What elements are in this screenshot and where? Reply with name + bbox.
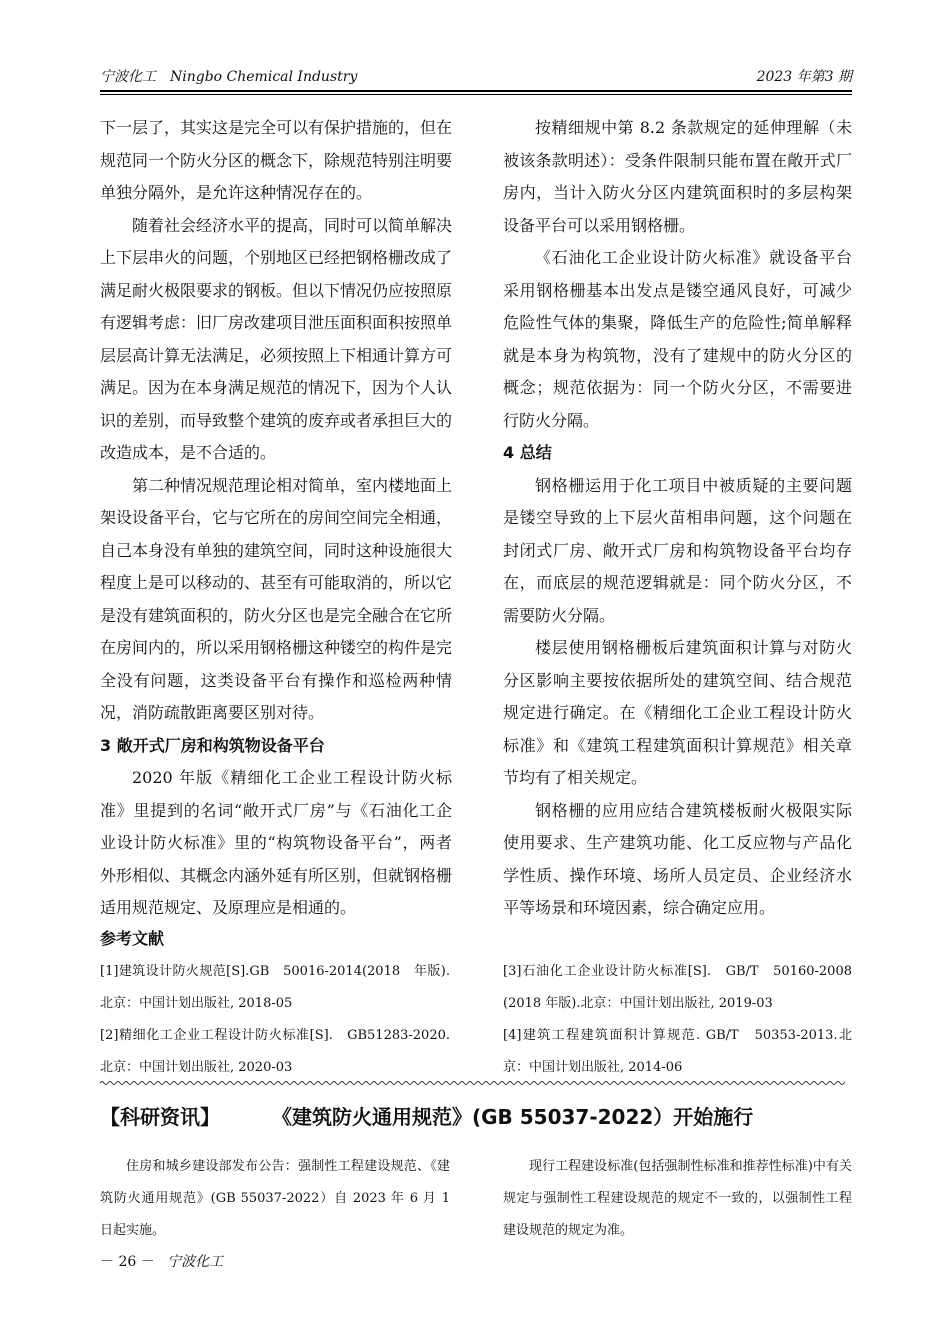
references-title: 参考文献 xyxy=(100,929,165,948)
right-column xyxy=(503,112,852,925)
paragraph: 《石油化工企业设计防火标准》就设备平台采用钢格栅基本出发点是镂空通风良好，可减少危险性气体的集聚，降低生产的危险性;简单解释就是本身为构筑物，没有了建规中的防火分区的概念；规范依据为：同一个防火分区，不需要进行防火分隔。 xyxy=(503,248,852,430)
news-right xyxy=(503,1151,852,1247)
paragraph: 下一层了，其实这是完全可以有保护措施的，但在规范同一个防火分区的概念下，除规范特别注明要单独分隔外，是允许这种情况存在的。 xyxy=(100,118,453,202)
paragraph: 第二种情况规范理论相对简单，室内楼地面上架设设备平台，它与它所在的房间空间完全相通，自己本身没有单独的建筑空间，同时这种设施很大程度上是可以移动的、甚至有可能取消的，所以它是没有建筑面积的，防火分区也是完全融合在它所在房间内的，所以采用钢格栅这种镂空的构件是完全没有问题，这类设备平台有操作和巡检两种情况，消防疏散距离要区别对待。 xyxy=(100,475,453,722)
section-heading: 3 敞开式厂房和构筑物设备平台 xyxy=(100,735,325,755)
paragraph: 按精细规中第 8.2 条款规定的延伸理解（未被该条款明述）：受条件限制只能布置在敞开式厂房内，当计入防火分区内建筑面积时的多层构架设备平台可以采用钢格栅。 xyxy=(503,118,852,235)
reference-item: [2]精细化工企业工程设计防火标准[S]. GB51283-2020.北京：中国计划出版社, 2020-03 xyxy=(100,1028,450,1075)
paragraph: 钢格栅的应用应结合建筑楼板耐火极限实际使用要求、生产建筑功能、化工反应物与产品化学性质、操作环境、场所人员定员、企业经济水平等场景和环境因素，综合确定应用。 xyxy=(503,800,852,917)
page-footer xyxy=(100,1251,223,1273)
reference-item: [1]建筑设计防火规范[S].GB 50016-2014(2018 年版).北京：中国计划出版社, 2018-05 xyxy=(100,964,450,1011)
paragraph: 随着社会经济水平的提高，同时可以简单解决上下层串火的问题，个别地区已经把钢格栅改成了满足耐火极限要求的钢板。但以下情况仍应按照原有逻辑考虑：旧厂房改建项目泄压面积面积按照单层层高计算无法满足，必须按照上下相通计算方可满足。因为在本身满足规范的情况下，因为个人认识的差别，而导致整个建筑的废弃或者承担巨大的改造成本，是不合适的。 xyxy=(100,215,453,462)
news-headline xyxy=(100,1100,860,1134)
footer-publication: 宁波化工 xyxy=(167,1254,224,1270)
reference-item: [4]建筑工程建筑面积计算规范. GB/T 50353-2013.北京：中国计划出版社, 2014-06 xyxy=(503,1028,852,1075)
paragraph: 楼层使用钢格栅板后建筑面积计算与对防火分区影响主要按依据所处的建筑空间、结合规范规定进行确定。在《精细化工企业工程设计防火标准》和《建筑工程建筑面积计算规范》相关章节均有了相关规定。 xyxy=(503,638,852,787)
page-header xyxy=(100,66,852,88)
header-rule-thin xyxy=(100,94,852,95)
news-paragraph: 现行工程建设标准(包括强制性标准和推荐性标准)中有关规定与强制性工程建设规范的规定不一致的，以强制性工程建设规范的规定为准。 xyxy=(503,1159,852,1238)
header-rule-thick xyxy=(100,90,852,92)
references-left xyxy=(100,956,450,1084)
wavy-divider xyxy=(100,1079,845,1087)
news-tag: 【科研资讯】 xyxy=(100,1105,220,1129)
journal-name: 宁波化工 Ningbo Chemical Industry xyxy=(100,69,358,85)
references-right xyxy=(503,956,852,1084)
page-number: － 26 － xyxy=(100,1254,155,1270)
section-heading: 4 总结 xyxy=(503,443,552,462)
reference-item: [3]石油化工企业设计防火标准[S]. GB/T 50160-2008 (2018 年版).北京：中国计划出版社, 2019-03 xyxy=(503,964,852,1011)
paragraph: 2020 年版《精细化工企业工程设计防火标准》里提到的名词“敞开式厂房”与《石油化工企业设计防火标准》里的“构筑物设备平台”，两者外形相似、其概念内涵外延有所区别，但就钢格栅适用规范规定、及原理应是相通的。 xyxy=(100,768,453,917)
left-column xyxy=(100,112,452,925)
news-left xyxy=(100,1151,450,1247)
issue-number: 2023 年第3 期 xyxy=(756,69,852,85)
news-paragraph: 住房和城乡建设部发布公告：强制性工程建设规范、《建筑防火通用规范》(GB 55037-2022）自 2023 年 6 月 1 日起实施。 xyxy=(100,1159,450,1238)
news-title: 《建筑防火通用规范》(GB 55037-2022）开始施行 xyxy=(272,1105,754,1129)
paragraph: 钢格栅运用于化工项目中被质疑的主要问题是镂空导致的上下层火苗相串问题，这个问题在封闭式厂房、敞开式厂房和构筑物设备平台均存在，而底层的规范逻辑就是：同个防火分区，不需要防火分隔。 xyxy=(503,475,852,625)
